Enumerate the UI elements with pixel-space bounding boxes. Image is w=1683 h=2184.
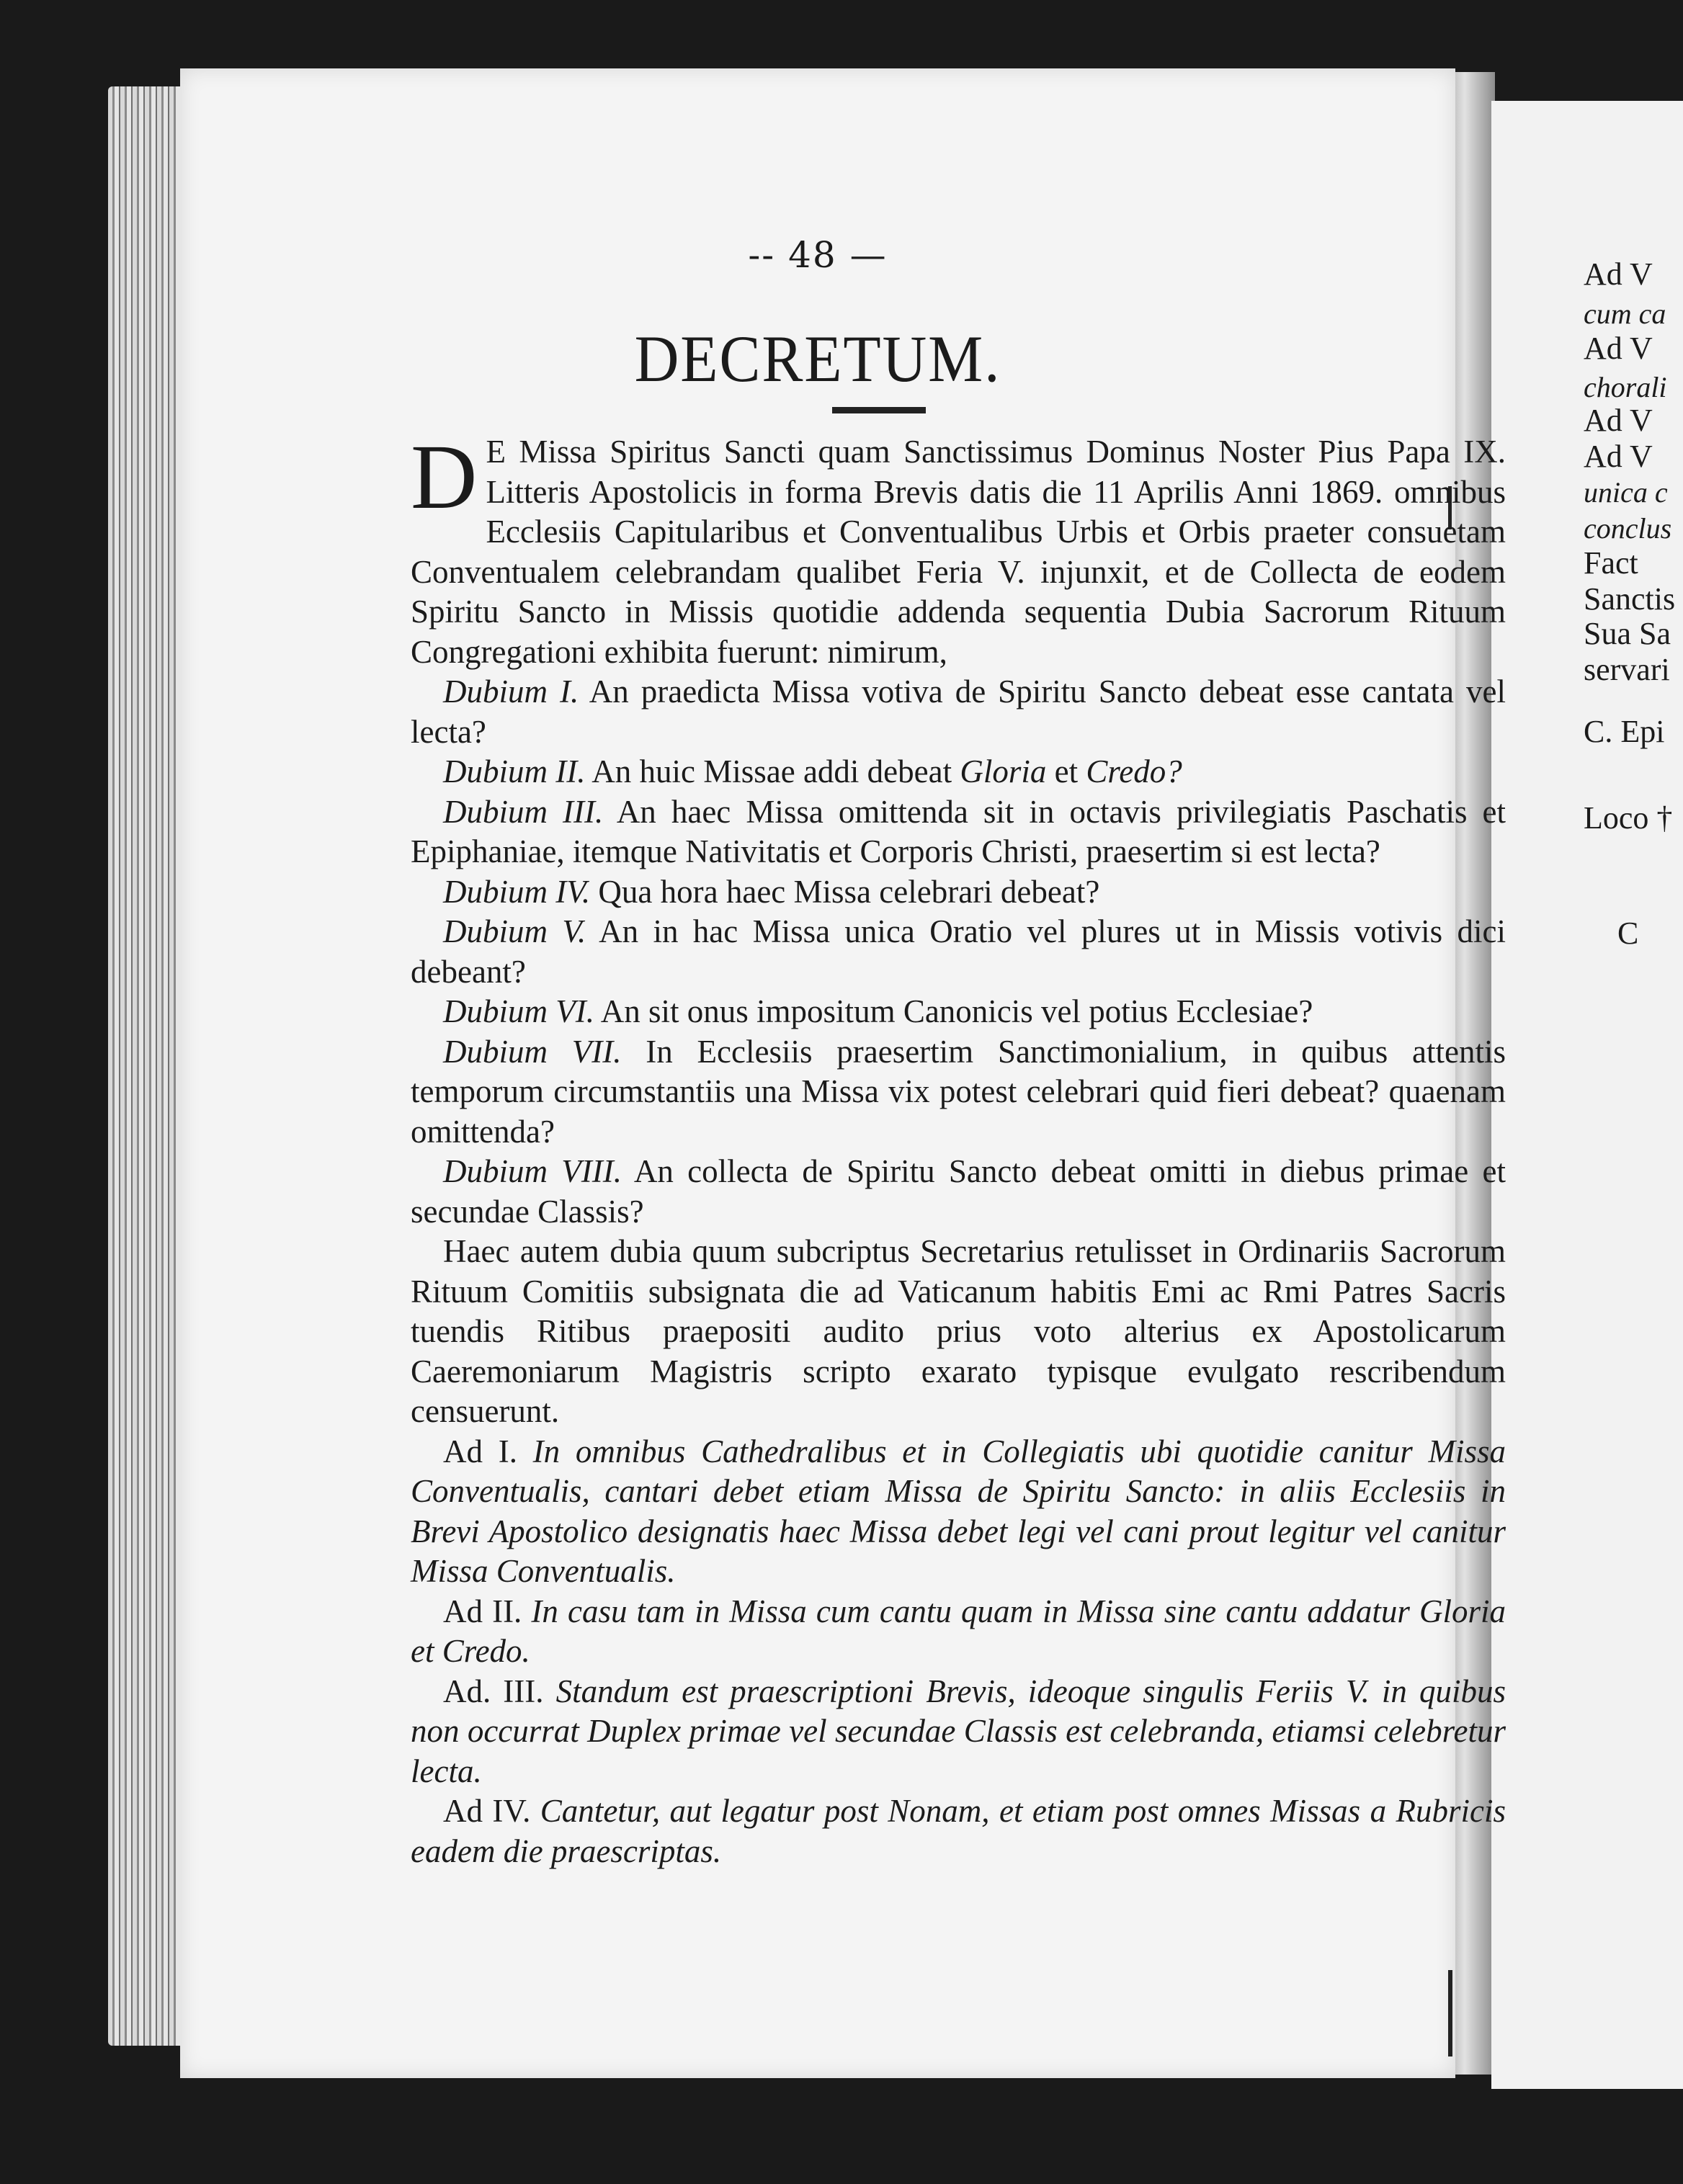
dubium-paragraph (411, 1152, 1506, 1232)
dubium-text: et (1054, 753, 1079, 789)
dubium-paragraph (411, 792, 1506, 872)
page-mark (1448, 1970, 1452, 2057)
dubium-paragraph (411, 672, 1506, 752)
page-edges (108, 86, 187, 2046)
dubium-text: An praedicta Missa votiva de Spiritu Sancto debeat esse cantata vel lecta? (411, 673, 1506, 750)
dubium-label: Dubium VIII. (443, 1153, 622, 1189)
response-text: Cantetur, aut legatur post Nonam, et etiam post omnes Missas a Rubricis eadem die praescriptas. (411, 1793, 1506, 1869)
dubium-text: An huic Missae addi debeat (591, 753, 952, 789)
facing-line: Ad V (1584, 256, 1653, 292)
dubium-paragraph (411, 992, 1506, 1032)
page-number: -- 48 — (748, 234, 888, 276)
response-paragraph (411, 1672, 1506, 1792)
dubium-label: Dubium VII. (443, 1033, 622, 1070)
dubium-text: An sit onus impositum Canonicis vel potius Ecclesiae? (600, 993, 1313, 1029)
facing-line: conclus (1584, 512, 1672, 545)
page-title: DECRETUM. (634, 322, 1001, 395)
facing-line: Ad V (1584, 439, 1653, 474)
facing-page (1491, 101, 1683, 2089)
response-label: Ad IV. (443, 1793, 531, 1829)
title-rule (832, 407, 926, 413)
response-label: Ad I. (443, 1433, 517, 1469)
response-label: Ad II. (443, 1593, 522, 1629)
facing-line: Sanctis (1584, 581, 1676, 617)
response-text: Standum est praescriptioni Brevis, ideoque singulis Feriis V. in quibus non occurrat Duplex primae vel secundae Classis est celebranda, etiamsi celebretur lecta. (411, 1673, 1506, 1789)
facing-line: Loco † (1584, 800, 1673, 836)
facing-line: servari (1584, 652, 1670, 687)
facing-line: Sua Sa (1584, 616, 1671, 651)
facing-line: Ad V (1584, 331, 1653, 366)
dubium-paragraph (411, 912, 1506, 992)
dubium-label: Dubium III. (443, 793, 604, 830)
dubium-paragraph (411, 1032, 1506, 1153)
response-label: Ad. III. (443, 1673, 544, 1709)
dubium-text: An in hac Missa unica Oratio vel plures ut in Missis votivis dici debeant? (411, 913, 1506, 990)
facing-line: Ad V (1584, 403, 1653, 438)
dubium-paragraph (411, 872, 1506, 913)
response-paragraph (411, 1592, 1506, 1672)
response-text: In casu tam in Missa cum cantu quam in Missa sine cantu addatur Gloria et Credo. (411, 1593, 1506, 1669)
response-text: In omnibus Cathedralibus et in Collegiatis ubi quotidie canitur Missa Conventualis, cantari debet etiam Missa de Spiritu Sancto: in aliis Ecclesiis in Brevi Apostolico designatis haec Missa debet legi vel cani prout legitur vel canitur Missa Conventualis. (411, 1433, 1506, 1589)
book-page (180, 68, 1506, 2078)
dubium-label: Dubium II. (443, 753, 586, 789)
dubium-text: In Ecclesiis praesertim Sanctimonialium, in quibus attentis temporum circumstantiis una Missa vix potest celebrari quid fieri debeat? quaenam omittenda? (411, 1033, 1506, 1150)
facing-line: unica c (1584, 476, 1668, 509)
facing-line: cum ca (1584, 297, 1666, 330)
dubium-label: Dubium V. (443, 913, 586, 949)
body-text (411, 426, 1506, 1871)
haec-paragraph: Haec autem dubia quum subcriptus Secretarius retulisset in Ordinariis Sacrorum Rituum Comitiis subsignata die ad Vaticanum habitis Emi ac Rmi Patres Sacris tuendis Ritibus praepositi audito prius voto alterius ex Apostolicarum Caeremoniarum Magistris scripto exarato typisque evulgato rescribendum censuerunt. (411, 1233, 1506, 1429)
response-paragraph (411, 1791, 1506, 1871)
dubium-italic: Credo? (1086, 753, 1182, 789)
dubium-paragraph (411, 752, 1506, 792)
dubium-text: An haec Missa omittenda sit in octavis privilegiatis Paschatis et Epiphaniae, itemque Nativitatis et Corporis Christi, praesertim si est lecta? (411, 793, 1506, 869)
dubium-label: Dubium I. (443, 673, 579, 710)
dubium-text: Qua hora haec Missa celebrari debeat? (598, 873, 1100, 910)
intro-paragraph (411, 426, 1506, 672)
facing-line: Fact (1584, 545, 1638, 581)
intro-text: E Missa Spiritus Sancti quam Sanctissimus Dominus Noster Pius Papa IX. Litteris Apostolicis in forma Brevis datis die 11 Aprilis Anni 1869. omnibus Ecclesiis Capitularibus et Conventualibus Urbis et Orbis praeter consuetam Conventualem celebrandam qualibet Feria V. injunxit, et de Collecta de eodem Spiritu Sancto in Missis quotidie addenda sequentia Dubia Sacrorum Rituum Congregationi exhibita fuerunt: nimirum, (411, 434, 1506, 670)
dubium-italic: Gloria (960, 753, 1047, 789)
facing-line: C (1617, 916, 1639, 951)
dubium-text: An collecta de Spiritu Sancto debeat omitti in diebus primae et secundae Classis? (411, 1153, 1506, 1230)
response-paragraph (411, 1432, 1506, 1592)
dubium-label: Dubium VI. (443, 993, 594, 1029)
drop-cap: D (411, 426, 478, 528)
dubium-label: Dubium IV. (443, 873, 591, 910)
facing-line: C. Epi (1584, 714, 1665, 749)
facing-line: chorali (1584, 371, 1667, 403)
